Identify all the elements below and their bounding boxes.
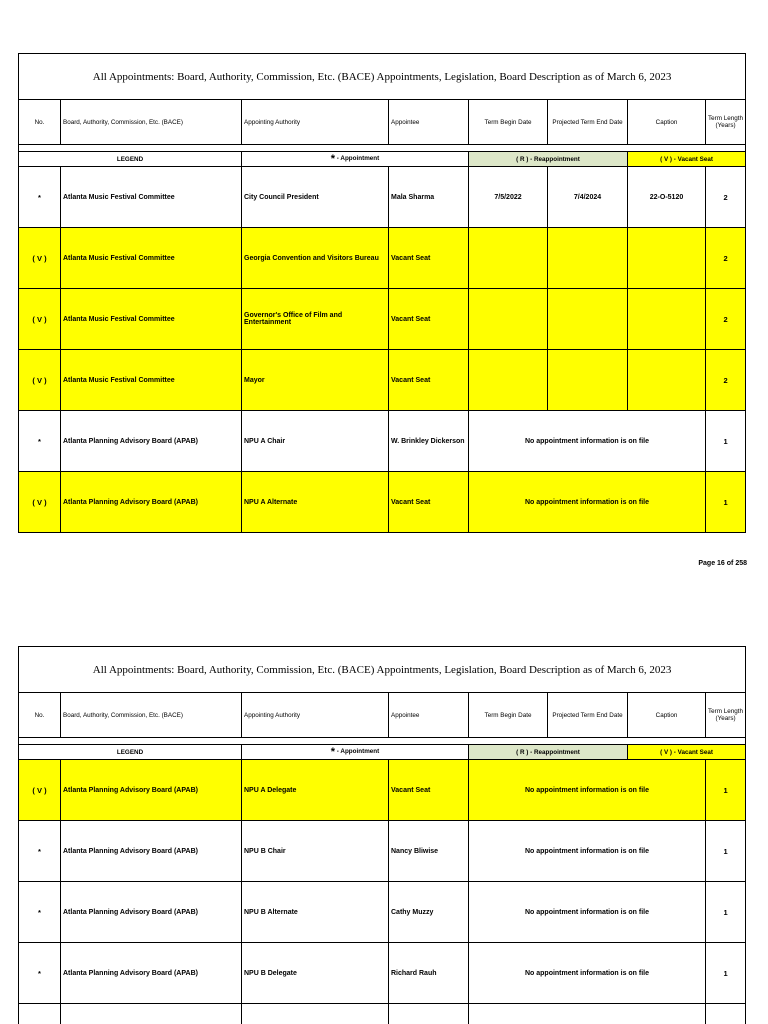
header-term-end: Projected Term End Date — [548, 693, 628, 738]
table-row — [19, 821, 746, 882]
cell-appointee — [389, 1004, 469, 1024]
cell-term-begin — [469, 350, 548, 411]
cell-authority: NPU B Alternate — [242, 882, 389, 943]
cell-appointee: Vacant Seat — [389, 228, 469, 289]
cell-no-info: No appointment information is on file — [469, 943, 706, 1004]
cell-term-begin — [469, 289, 548, 350]
appointments-table — [18, 646, 746, 1024]
cell-caption — [628, 350, 706, 411]
cell-no-info: No appointment information is on file — [469, 760, 706, 821]
page-number: Page 16 of 258 — [698, 560, 747, 567]
cell-authority — [242, 1004, 389, 1024]
header-appointee: Appointee — [389, 693, 469, 738]
cell-authority: City Council President — [242, 167, 389, 228]
cell-appointee: W. Brinkley Dickerson — [389, 411, 469, 472]
cell-authority: NPU A Delegate — [242, 760, 389, 821]
header-no: No. — [19, 100, 61, 145]
cell-bace: Atlanta Planning Advisory Board (APAB) — [61, 411, 242, 472]
cell-appointee: Vacant Seat — [389, 760, 469, 821]
header-authority: Appointing Authority — [242, 100, 389, 145]
cell-term-end — [548, 350, 628, 411]
cell-no — [19, 1004, 61, 1024]
cell-term-length: 2 — [706, 167, 746, 228]
table-row — [19, 760, 746, 821]
cell-no-info: No appointment information is on file — [469, 882, 706, 943]
cell-caption: 22-O-5120 — [628, 167, 706, 228]
cell-term-length: 2 — [706, 228, 746, 289]
legend-reappointment: ( R ) - Reappointment — [469, 152, 628, 167]
legend-appointment: * - Appointment — [242, 152, 469, 167]
table-title: All Appointments: Board, Authority, Commission, Etc. (BACE) Appointments, Legislation, Board Description as of March 6, 2023 — [19, 647, 746, 693]
header-term-begin: Term Begin Date — [469, 100, 548, 145]
cell-no: * — [19, 882, 61, 943]
cell-term-length: 2 — [706, 350, 746, 411]
table-row — [19, 1004, 746, 1024]
cell-appointee: Vacant Seat — [389, 350, 469, 411]
cell-caption — [628, 289, 706, 350]
cell-authority: Georgia Convention and Visitors Bureau — [242, 228, 389, 289]
legend-reappointment: ( R ) - Reappointment — [469, 745, 628, 760]
cell-authority: NPU A Chair — [242, 411, 389, 472]
cell-appointee: Vacant Seat — [389, 472, 469, 533]
cell-no: * — [19, 821, 61, 882]
legend-appointment: * - Appointment — [242, 745, 469, 760]
cell-term-length: 1 — [706, 821, 746, 882]
table-row — [19, 350, 746, 411]
cell-no: ( V ) — [19, 760, 61, 821]
header-caption: Caption — [628, 100, 706, 145]
cell-no-info: No appointment information is on file — [469, 821, 706, 882]
table-row — [19, 472, 746, 533]
table-row — [19, 882, 746, 943]
header-caption: Caption — [628, 693, 706, 738]
cell-caption — [628, 228, 706, 289]
cell-no-info — [469, 1004, 706, 1024]
cell-term-end: 7/4/2024 — [548, 167, 628, 228]
appointment-star-icon: * — [330, 153, 336, 165]
cell-appointee: Vacant Seat — [389, 289, 469, 350]
cell-no: ( V ) — [19, 228, 61, 289]
legend-vacant: ( V ) - Vacant Seat — [628, 152, 746, 167]
cell-term-length: 2 — [706, 289, 746, 350]
cell-bace: Atlanta Planning Advisory Board (APAB) — [61, 882, 242, 943]
table-row — [19, 411, 746, 472]
cell-authority: Mayor — [242, 350, 389, 411]
cell-authority: Governor's Office of Film and Entertainment — [242, 289, 389, 350]
header-authority: Appointing Authority — [242, 693, 389, 738]
cell-term-length — [706, 1004, 746, 1024]
cell-authority: NPU B Chair — [242, 821, 389, 882]
cell-bace: Atlanta Music Festival Committee — [61, 289, 242, 350]
table-row — [19, 943, 746, 1004]
page-17 — [18, 646, 745, 1024]
cell-term-length: 1 — [706, 760, 746, 821]
cell-bace: Atlanta Music Festival Committee — [61, 167, 242, 228]
legend-row — [19, 152, 746, 167]
cell-no: * — [19, 167, 61, 228]
legend-label: LEGEND — [19, 152, 242, 167]
cell-authority: NPU B Delegate — [242, 943, 389, 1004]
cell-no-info: No appointment information is on file — [469, 472, 706, 533]
header-term-length: Term Length (Years) — [706, 100, 746, 145]
cell-no: ( V ) — [19, 350, 61, 411]
cell-bace: Atlanta Music Festival Committee — [61, 228, 242, 289]
table-row — [19, 167, 746, 228]
cell-appointee: Richard Rauh — [389, 943, 469, 1004]
cell-no: * — [19, 943, 61, 1004]
cell-appointee: Cathy Muzzy — [389, 882, 469, 943]
page-16 — [18, 53, 745, 533]
cell-appointee: Nancy Bliwise — [389, 821, 469, 882]
cell-bace: Atlanta Planning Advisory Board (APAB) — [61, 760, 242, 821]
cell-term-end — [548, 289, 628, 350]
cell-term-length: 1 — [706, 882, 746, 943]
header-row — [19, 100, 746, 145]
cell-bace: Atlanta Music Festival Committee — [61, 350, 242, 411]
cell-no: ( V ) — [19, 472, 61, 533]
cell-term-length: 1 — [706, 472, 746, 533]
header-term-end: Projected Term End Date — [548, 100, 628, 145]
cell-term-begin — [469, 228, 548, 289]
cell-no-info: No appointment information is on file — [469, 411, 706, 472]
legend-label: LEGEND — [19, 745, 242, 760]
cell-bace — [61, 1004, 242, 1024]
header-term-length: Term Length (Years) — [706, 693, 746, 738]
cell-bace: Atlanta Planning Advisory Board (APAB) — [61, 821, 242, 882]
legend-row — [19, 745, 746, 760]
table-title: All Appointments: Board, Authority, Commission, Etc. (BACE) Appointments, Legislation, Board Description as of March 6, 2023 — [19, 54, 746, 100]
appointments-table — [18, 53, 746, 533]
header-appointee: Appointee — [389, 100, 469, 145]
header-no: No. — [19, 693, 61, 738]
cell-bace: Atlanta Planning Advisory Board (APAB) — [61, 472, 242, 533]
cell-term-length: 1 — [706, 943, 746, 1004]
cell-no: * — [19, 411, 61, 472]
legend-vacant: ( V ) - Vacant Seat — [628, 745, 746, 760]
cell-appointee: Mala Sharma — [389, 167, 469, 228]
header-bace: Board, Authority, Commission, Etc. (BACE) — [61, 100, 242, 145]
table-row — [19, 228, 746, 289]
table-row — [19, 289, 746, 350]
cell-no: ( V ) — [19, 289, 61, 350]
cell-term-begin: 7/5/2022 — [469, 167, 548, 228]
header-term-begin: Term Begin Date — [469, 693, 548, 738]
cell-term-length: 1 — [706, 411, 746, 472]
header-row — [19, 693, 746, 738]
appointment-star-icon: * — [330, 746, 336, 758]
cell-authority: NPU A Alternate — [242, 472, 389, 533]
cell-term-end — [548, 228, 628, 289]
cell-bace: Atlanta Planning Advisory Board (APAB) — [61, 943, 242, 1004]
header-bace: Board, Authority, Commission, Etc. (BACE) — [61, 693, 242, 738]
